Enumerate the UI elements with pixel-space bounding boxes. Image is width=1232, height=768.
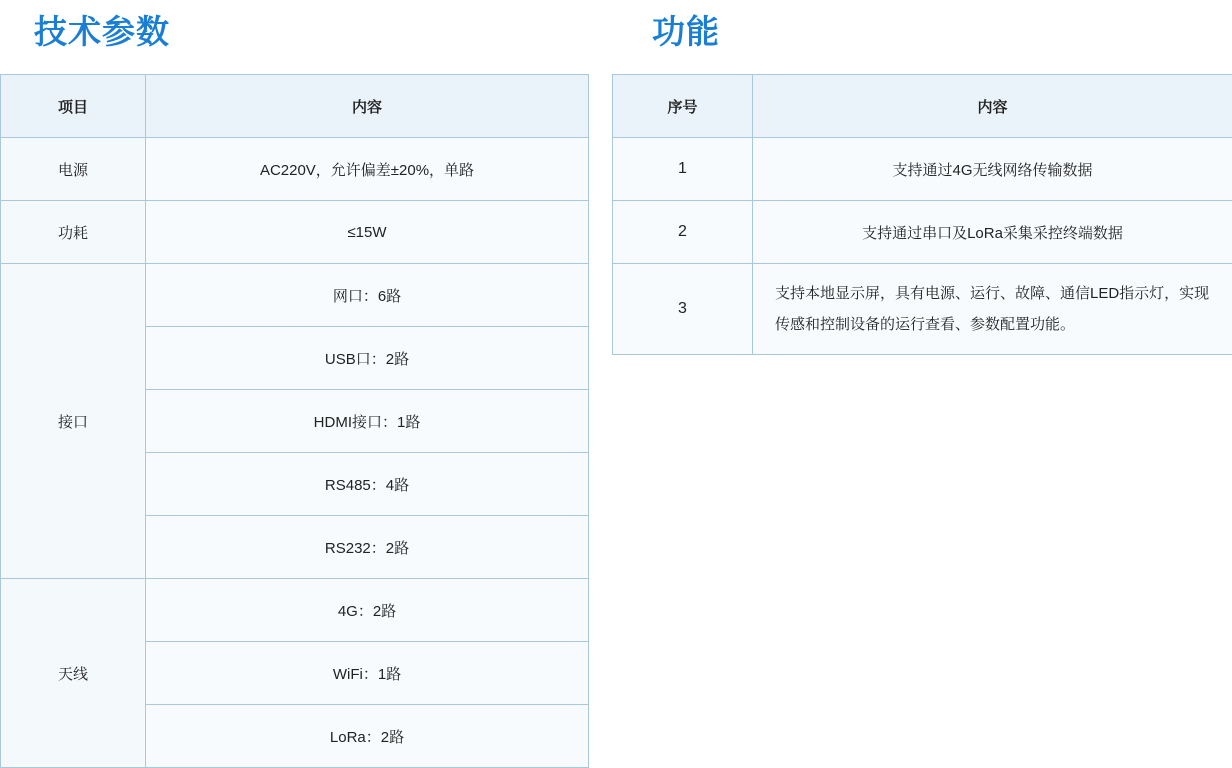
row-label-antenna: 天线 [1,579,146,768]
column-header-item: 项目 [1,75,146,138]
row-value-antenna-lora: LoRa：2路 [146,705,589,768]
row-value-power: AC220V，允许偏差±20%，单路 [146,138,589,201]
function-section [608,0,1228,355]
row-value-antenna-wifi: WiFi：1路 [146,642,589,705]
row-value-interface-hdmi: HDMI接口：1路 [146,390,589,453]
table-header-row [613,75,1232,138]
table-row [613,201,1232,264]
table-row [613,264,1232,355]
column-header-content: 内容 [753,75,1232,138]
row-no-1: 1 [613,138,753,201]
column-header-content: 内容 [146,75,589,138]
row-text-2: 支持通过串口及LoRa采集采控终端数据 [753,201,1232,264]
function-table [612,74,1232,355]
table-row [1,264,589,327]
row-label-consumption: 功耗 [1,201,146,264]
row-value-interface-usb: USB口：2路 [146,327,589,390]
table-header-row [1,75,589,138]
spec-table [0,74,589,768]
row-value-interface-rs232: RS232：2路 [146,516,589,579]
row-text-3: 支持本地显示屏，具有电源、运行、故障、通信LED指示灯，实现传感和控制设备的运行查看、参数配置功能。 [753,264,1232,355]
page-title-spec: 技术参数 [34,12,170,51]
row-value-consumption: ≤15W [146,201,589,264]
row-value-interface-rs485: RS485：4路 [146,453,589,516]
row-value-interface-lan: 网口：6路 [146,264,589,327]
table-row [1,579,589,642]
table-row [613,138,1232,201]
column-header-no: 序号 [613,75,753,138]
row-no-2: 2 [613,201,753,264]
row-label-power: 电源 [1,138,146,201]
spec-section [0,0,595,768]
table-row [1,201,589,264]
row-no-3: 3 [613,264,753,355]
row-value-antenna-4g: 4G：2路 [146,579,589,642]
table-row [1,138,589,201]
row-text-1: 支持通过4G无线网络传输数据 [753,138,1232,201]
page-title-function: 功能 [652,12,720,51]
row-label-interface: 接口 [1,264,146,579]
